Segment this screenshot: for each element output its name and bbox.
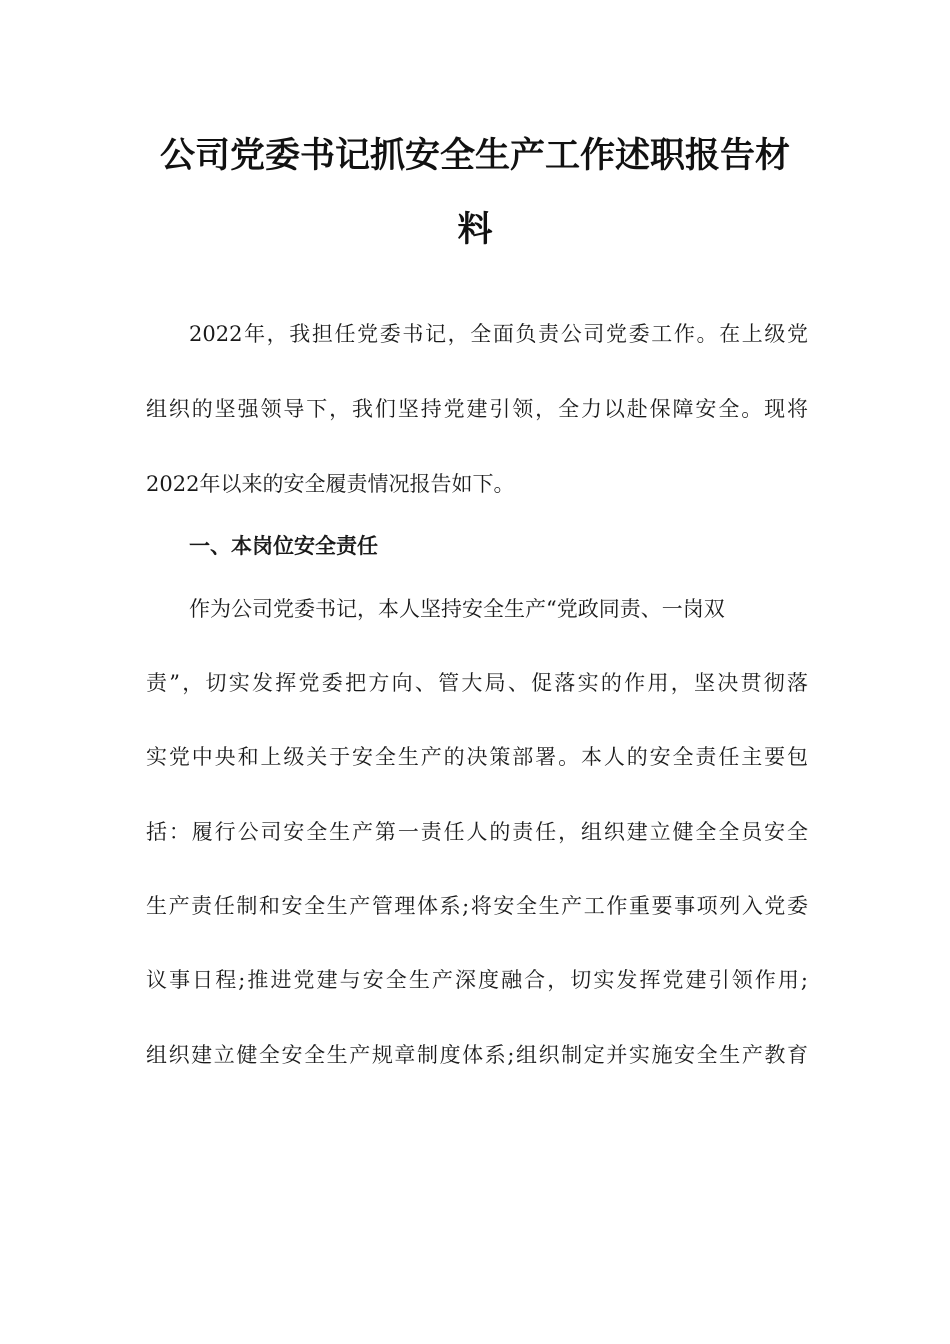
body-line-4: 括：履行公司安全生产第一责任人的责任，组织建立健全全员安全 bbox=[146, 820, 808, 844]
title-line-2: 料 bbox=[457, 209, 493, 250]
document-title bbox=[140, 119, 810, 267]
body-line-5: 生产责任制和安全生产管理体系;将安全生产工作重要事项列入党委 bbox=[146, 894, 808, 918]
body-line-2: 责”，切实发挥党委把方向、管大局、促落实的作用，坚决贯彻落 bbox=[146, 671, 808, 695]
section-heading: 一、本岗位安全责任 bbox=[189, 534, 378, 558]
intro-line-1: 2022年，我担任党委书记，全面负责公司党委工作。在上级党 bbox=[189, 322, 808, 346]
intro-line-2: 组织的坚强领导下，我们坚持党建引领，全力以赴保障安全。现将 bbox=[146, 397, 808, 421]
title-line-1: 公司党委书记抓安全生产工作述职报告材 bbox=[159, 135, 790, 176]
body-line-3: 实党中央和上级关于安全生产的决策部署。本人的安全责任主要包 bbox=[146, 745, 808, 769]
body-line-6: 议事日程;推进党建与安全生产深度融合，切实发挥党建引领作用; bbox=[146, 968, 808, 992]
body-line-7: 组织建立健全安全生产规章制度体系;组织制定并实施安全生产教育 bbox=[146, 1043, 808, 1067]
intro-line-3: 2022年以来的安全履责情况报告如下。 bbox=[146, 472, 515, 496]
body-line-1: 作为公司党委书记，本人坚持安全生产“党政同责、一岗双 bbox=[189, 597, 725, 621]
